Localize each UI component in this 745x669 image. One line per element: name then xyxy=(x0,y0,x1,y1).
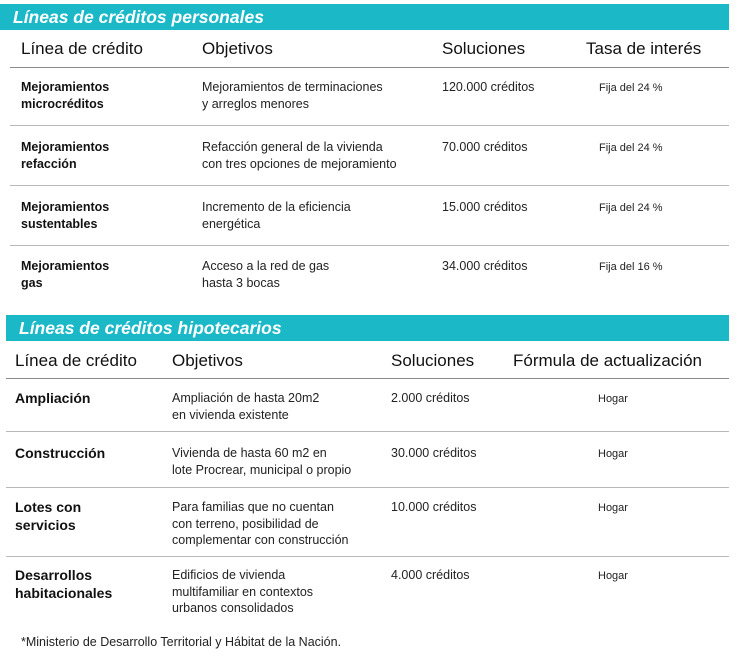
row-soluciones: 15.000 créditos xyxy=(442,200,528,214)
row-objetivo: Ampliación de hasta 20m2 en vivienda existente xyxy=(172,391,320,422)
header-objetivos: Objetivos xyxy=(202,39,273,58)
row-soluciones: 120.000 créditos xyxy=(442,80,535,94)
row-tasa: Fija del 16 % xyxy=(599,261,663,273)
header-linea-credito: Línea de crédito xyxy=(15,351,137,370)
row-divider xyxy=(6,431,729,432)
row-objetivo: Mejoramientos de terminaciones y arreglos menores xyxy=(202,80,383,111)
section-title-personales: Líneas de créditos personales xyxy=(0,4,729,30)
row-linea: Mejoramientos refacción xyxy=(21,140,110,171)
row-objetivo: Acceso a la red de gas hasta 3 bocas xyxy=(202,259,330,290)
row-tasa: Fija del 24 % xyxy=(599,142,663,154)
row-divider xyxy=(10,245,729,246)
header-divider xyxy=(6,378,729,379)
footnote: *Ministerio de Desarrollo Territorial y Hábitat de la Nación. xyxy=(21,635,342,649)
row-soluciones: 30.000 créditos xyxy=(391,446,477,460)
row-linea: Mejoramientos microcréditos xyxy=(21,80,110,111)
row-tasa: Fija del 24 % xyxy=(599,202,663,214)
row-divider xyxy=(6,556,729,557)
row-soluciones: 70.000 créditos xyxy=(442,140,528,154)
row-objetivo: Edificios de vivienda multifamiliar en contextos urbanos consolidados xyxy=(172,568,314,615)
row-divider xyxy=(10,185,729,186)
row-tasa: Fija del 24 % xyxy=(599,82,663,94)
row-divider xyxy=(10,125,729,126)
header-objetivos: Objetivos xyxy=(172,351,243,370)
header-formula-actualizacion: Fórmula de actualización xyxy=(513,351,702,370)
row-objetivo: Refacción general de la vivienda con tres opciones de mejoramiento xyxy=(202,140,397,171)
row-objetivo: Incremento de la eficiencia energética xyxy=(202,200,351,231)
row-soluciones: 10.000 créditos xyxy=(391,500,477,514)
row-formula: Hogar xyxy=(598,448,628,460)
header-soluciones: Soluciones xyxy=(391,351,475,370)
row-linea: Lotes con servicios xyxy=(15,499,82,533)
row-objetivo: Para familias que no cuentan con terreno, posibilidad de complementar con construcción xyxy=(172,500,349,547)
row-formula: Hogar xyxy=(598,502,628,514)
row-linea: Mejoramientos gas xyxy=(21,259,110,290)
row-linea: Mejoramientos sustentables xyxy=(21,200,110,231)
header-tasa-interes: Tasa de interés xyxy=(586,39,702,58)
row-soluciones: 34.000 créditos xyxy=(442,259,528,273)
row-soluciones: 4.000 créditos xyxy=(391,568,470,582)
header-linea-credito: Línea de crédito xyxy=(21,39,143,58)
row-linea: Desarrollos habitacionales xyxy=(15,567,113,601)
row-divider xyxy=(6,487,729,488)
row-linea: Construcción xyxy=(15,445,106,461)
header-divider xyxy=(10,67,729,68)
row-linea: Ampliación xyxy=(15,390,91,406)
row-formula: Hogar xyxy=(598,393,628,405)
row-formula: Hogar xyxy=(598,570,628,582)
row-soluciones: 2.000 créditos xyxy=(391,391,470,405)
row-objetivo: Vivienda de hasta 60 m2 en lote Procrear, municipal o propio xyxy=(172,446,352,477)
header-soluciones: Soluciones xyxy=(442,39,526,58)
section-title-hipotecarios: Líneas de créditos hipotecarios xyxy=(6,315,729,341)
